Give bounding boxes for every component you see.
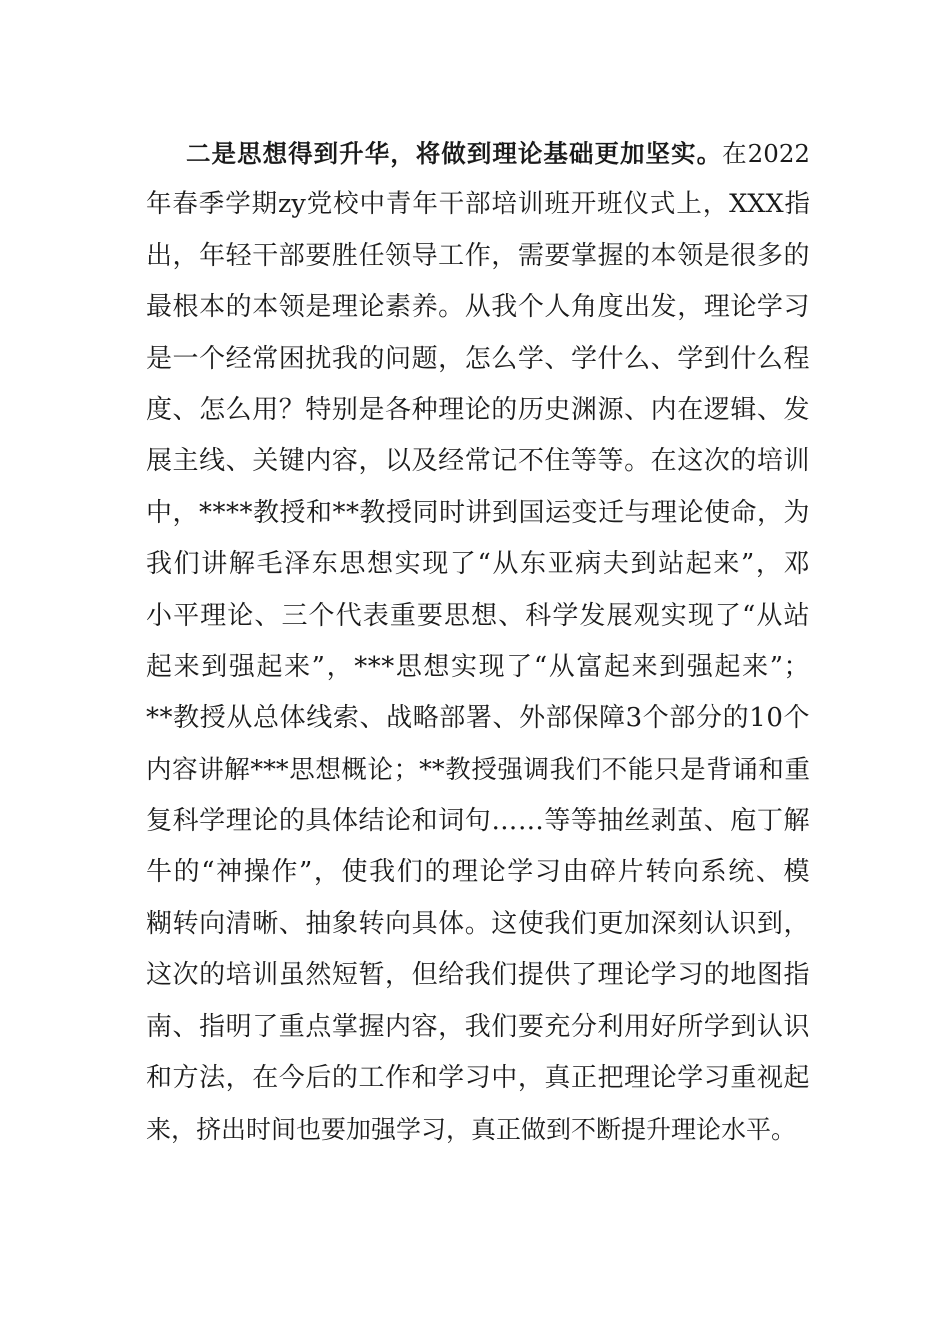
paragraph-line: **教授从总体线索、战略部署、外部保障3个部分的10个 [146, 703, 810, 734]
paragraph [146, 128, 810, 1156]
paragraph-line: 小平理论、三个代表重要思想、科学发展观实现了“从站 [146, 600, 810, 631]
paragraph-line: 牛的“神操作”，使我们的理论学习由碎片转向系统、模 [146, 857, 810, 888]
paragraph-line: 是一个经常困扰我的问题，怎么学、学什么、学到什么程 [146, 343, 810, 374]
paragraph-line: 内容讲解***思想概论；**教授强调我们不能只是背诵和重 [146, 754, 810, 785]
paragraph-line: 南、指明了重点掌握内容，我们要充分利用好所学到认识 [146, 1011, 810, 1042]
paragraph-line-1-rest: 在2022 [722, 139, 810, 168]
paragraph-line-last: 来，挤出时间也要加强学习，真正做到不断提升理论水平。 [146, 1115, 797, 1145]
paragraph-line: 我们讲解毛泽东思想实现了“从东亚病夫到站起来”，邓 [146, 549, 810, 580]
paragraph-line: 最根本的本领是理论素养。从我个人角度出发，理论学习 [146, 292, 810, 323]
paragraph-line: 年春季学期zy党校中青年干部培训班开班仪式上，XXX指 [146, 189, 810, 220]
paragraph-line: 出，年轻干部要胜任领导工作，需要掌握的本领是很多的 [146, 240, 810, 271]
paragraph-line: 复科学理论的具体结论和词句……等等抽丝剥茧、庖丁解 [146, 806, 810, 837]
paragraph-line: 起来到强起来”，***思想实现了“从富起来到强起来”； [146, 651, 810, 682]
paragraph-line: 中，****教授和**教授同时讲到国运变迁与理论使命，为 [146, 497, 811, 528]
paragraph-line-1 [146, 128, 810, 179]
paragraph-line: 度、怎么用？特别是各种理论的历史渊源、内在逻辑、发 [146, 394, 810, 425]
paragraph-line: 这次的培训虽然短暂，但给我们提供了理论学习的地图指 [146, 960, 810, 991]
paragraph-line: 展主线、关键内容，以及经常记不住等等。在这次的培训 [146, 446, 810, 477]
paragraph-heading-lead: 二是思想得到升华，将做到理论基础更加坚实。 [186, 139, 723, 168]
paragraph-line: 糊转向清晰、抽象转向具体。这使我们更加深刻认识到， [146, 908, 810, 939]
paragraph-line: 和方法，在今后的工作和学习中，真正把理论学习重视起 [146, 1063, 810, 1094]
